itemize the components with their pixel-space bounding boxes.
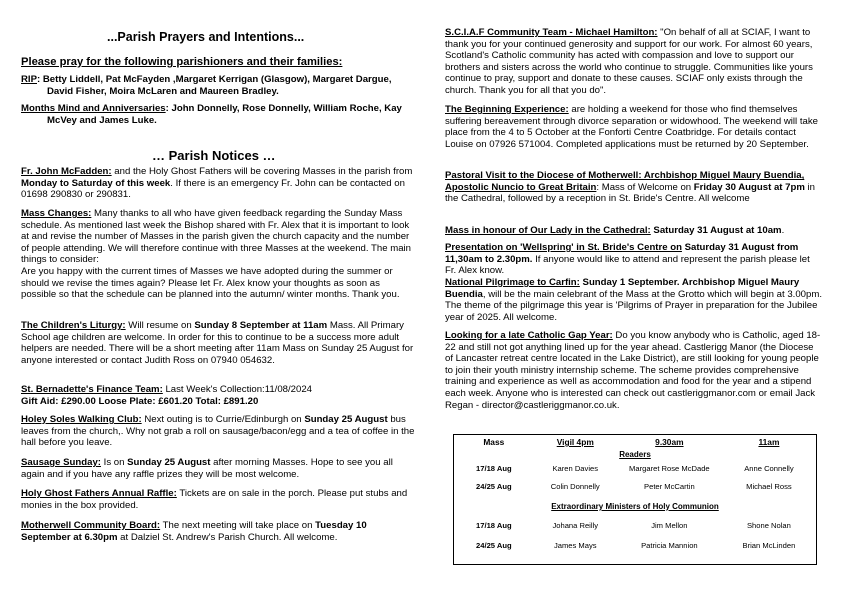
- readers-title: Readers: [619, 450, 651, 459]
- row-date: 24/25 Aug: [476, 482, 512, 491]
- notice-bold: Saturday 31 August at 10am: [650, 225, 782, 236]
- table-row: [454, 516, 816, 536]
- notice-text: Mass. All Primary School age children are welcome. In order for this to continue to be a success more adult helpers are needed. There will be a short meeting after 11am Mass on Sunday 25 August for anyone interested or contact Judith Ross on 07940 054632.: [21, 320, 414, 366]
- row-date: 24/25 Aug: [476, 541, 512, 550]
- schedule-table: [454, 435, 816, 556]
- notice-text: , will be the main celebrant of the Mass at the Grotto which will begin at 3.00pm. The theme of the pilgrimage this year is 'Pilgrims of Prayer in preparation for the Jubilee year of 2025. All welcome.: [445, 288, 823, 323]
- notice-mcfadden: [21, 166, 415, 201]
- ministry-schedule: [453, 434, 817, 565]
- header-mass: Mass: [483, 437, 505, 447]
- notice-title: St. Bernadette's Finance Team:: [21, 384, 163, 395]
- prayers-subheading: Please pray for the following parishioners and their families:: [21, 56, 343, 68]
- notice-text: "On behalf of all at SCIAF, I want to thank you for your continued generosity and support for our work. For almost 60 years, Scotland's Catholic community has acted with compassion and love to support our brothers and sisters across the world who continue to struggle. Communities like yours continue to pray, support and donate to these causes. SCIAF only exists through the church. Thank you for all that you do".: [445, 27, 813, 96]
- notices-heading: … Parish Notices …: [152, 148, 276, 163]
- notice-beginning-experience: [445, 104, 822, 150]
- notice-gap-year: [445, 330, 822, 411]
- notice-title: Holy Ghost Fathers Annual Raffle:: [21, 488, 177, 499]
- notice-title: The Beginning Experience:: [445, 104, 569, 115]
- notice-text: Is on: [100, 457, 128, 468]
- notice-text: at Dalziel St. Andrew's Parish Church. All welcome.: [117, 531, 338, 543]
- notice-bold: Sunday 1 September. Archbishop Miguel Maury Buendia: [445, 277, 800, 300]
- notice-finance: [21, 384, 415, 407]
- table-row: [454, 461, 816, 476]
- row-11am: Anne Connelly: [744, 463, 794, 473]
- notice-bold: Sunday 25 August: [127, 457, 211, 468]
- notice-text: : Mass of Welcome on: [596, 181, 694, 193]
- notice-text: and the Holy Ghost Fathers will be covering Masses in the parish from: [111, 166, 413, 177]
- notice-holey-soles: [21, 414, 415, 449]
- rip-names: : Betty Liddell, Pat McFayden ,Margaret Kerrigan (Glasgow), Margaret Dargue, David Fisher, Moira McLaren and Maureen Bradley.: [37, 74, 392, 97]
- notice-title: The Children's Liturgy:: [21, 320, 126, 331]
- row-930: Jim Mellon: [651, 521, 688, 530]
- row-930: Patricia Mannion: [641, 541, 698, 550]
- notice-pastoral-visit: [445, 170, 822, 205]
- notice-bold: Monday to Saturday of this week: [21, 177, 171, 189]
- notice-text: after morning Masses. Hope to see you all again and if you have any raffle prizes they will be most welcome.: [21, 457, 393, 480]
- notice-title: National Pilgrimage to Carfin:: [445, 277, 580, 288]
- notice-text: The next meeting will take place on: [160, 520, 316, 531]
- notice-text: are holding a weekend for those who find themselves suffering bereavement through divorce separation or widowhood. The weekend will take place from the 4 to 5 October at the Fonforti Centre Coatbridge. For details contact Louise on 07926 571004. Completed applications must be returned by 20 September.: [445, 104, 818, 150]
- months-mind-paragraph: [21, 103, 417, 126]
- prayers-heading: ...Parish Prayers and Intentions...: [107, 30, 305, 44]
- row-vigil: Johana Reilly: [552, 521, 599, 530]
- notice-text: Tickets are on sale in the porch. Please put stubs and monies in the box provided.: [21, 488, 408, 511]
- notice-community-board: [21, 520, 415, 543]
- notice-text: Are you happy with the current times of Masses we have adopted during the summer or should we revise the times again? Please let Fr. Alex know your thoughts as soon as possible so that the schedule can be planned into the autumn/ winter months. Thank you.: [21, 265, 400, 301]
- notice-text: Do you know anybody who is Catholic, aged 18-22 and still not got anything lined up for the year ahead. Castlerigg Manor (the Diocese of Lancaster retreat centre located in the Lake District), are still looking for young people to join their youth ministry internship scheme. The scheme provides comprehensive training and experience as well as accommodation and food for the year and a stipend each week. Anyone who is interested can check out castleriggmanor.com or email Jack Regan - director@castleriggmanor.co.uk.: [445, 330, 821, 411]
- months-mind-label: Months Mind and Anniversaries: [21, 103, 166, 114]
- notice-bold: Sunday 8 September at 11am: [194, 320, 328, 331]
- header-930: 9.30am: [655, 437, 684, 447]
- table-row: [454, 476, 816, 498]
- rip-paragraph: [21, 74, 417, 97]
- notice-text: in the Cathedral, followed by a reception in St. Bride's Centre. All welcome: [445, 181, 816, 205]
- row-vigil: James Mays: [553, 541, 597, 550]
- ministers-title: Extraordinary Ministers of Holy Communion: [551, 502, 719, 511]
- table-row: [454, 536, 816, 556]
- notice-text: . If there is an emergency Fr. John can be contacted on 01698 290830 or 290831.: [21, 177, 405, 201]
- row-930: Peter McCartin: [644, 482, 695, 491]
- row-date: 17/18 Aug: [476, 463, 512, 473]
- notice-title: Sausage Sunday:: [21, 457, 101, 468]
- notice-title: Motherwell Community Board:: [21, 520, 161, 531]
- notice-title: Mass Changes:: [21, 208, 92, 219]
- notice-childrens-liturgy: [21, 320, 415, 366]
- notice-title: Looking for a late Catholic Gap Year:: [445, 330, 613, 341]
- notice-text: Many thanks to all who have given feedback regarding the Sunday Mass schedule. As mentioned last week the Bishop shared with Fr. Alex that it is important to look at and revise the number of Masses in the parish given the church capacity and the number of people attending. We will therefore continue with three Masses at the weekend. The main things to consider:: [21, 208, 412, 266]
- schedule-header-row: [454, 435, 816, 449]
- notice-text: Last Week's Collection:11/08/2024: [162, 384, 313, 395]
- notice-sausage-sunday: [21, 457, 415, 480]
- notice-title: S.C.I.A.F Community Team - Michael Hamilton:: [445, 27, 658, 38]
- notice-bold: Sunday 25 August: [304, 414, 388, 425]
- row-11am: Michael Ross: [746, 482, 792, 491]
- notice-text: If anyone would like to attend and represent the parish please let Fr. Alex know.: [445, 253, 810, 277]
- notice-title: Presentation on 'Wellspring' in St. Bride's Centre on: [445, 242, 682, 253]
- notice-bold: Friday 30 August at 7pm: [693, 181, 805, 193]
- notice-wellspring: [445, 242, 822, 277]
- notice-mass-honour: [445, 225, 822, 237]
- row-11am: Brian McLinden: [742, 541, 796, 550]
- row-vigil: Colin Donnelly: [550, 482, 600, 491]
- notice-carfin-pilgrimage: [445, 277, 822, 323]
- notice-raffle: [21, 488, 415, 511]
- row-930: Margaret Rose McDade: [629, 463, 710, 473]
- row-vigil: Karen Davies: [552, 463, 599, 473]
- row-date: 17/18 Aug: [476, 521, 512, 530]
- row-11am: Shone Nolan: [746, 521, 791, 530]
- notice-text: Next outing is to Currie/Edinburgh on: [141, 414, 305, 425]
- notice-text: bus leaves from the church,. Why not grab a roll on sausage/bacon/egg and a tea of coffee in the hall before you leave.: [21, 414, 415, 449]
- notice-mass-changes: [21, 208, 415, 301]
- notice-title: Pastoral Visit to the Diocese of Motherwell: Archbishop Miguel Maury Buendia, Apostolic Nuncio to Great Britain: [445, 170, 805, 193]
- rip-label: RIP: [21, 74, 37, 85]
- notice-sciaf: [445, 27, 822, 97]
- notice-title: Fr. John McFadden:: [21, 166, 112, 177]
- notice-bold: Saturday 31 August from 11,30am to 2.30pm.: [445, 242, 799, 265]
- notice-bold: Tuesday 10 September at 6.30pm: [21, 520, 367, 543]
- collection-totals: Gift Aid: £290.00 Loose Plate: £601.20 Total: £891.20: [21, 395, 259, 407]
- notice-text: .: [781, 225, 785, 236]
- months-mind-names: : John Donnelly, Rose Donnelly, William Roche, Kay McVey and James Luke.: [47, 103, 402, 126]
- notice-text: Will resume on: [125, 320, 195, 331]
- header-vigil: Vigil 4pm: [556, 437, 594, 447]
- header-11am: 11am: [758, 437, 780, 447]
- notice-title: Mass in honour of Our Lady in the Cathedral:: [445, 225, 651, 236]
- notice-title: Holey Soles Walking Club:: [21, 414, 142, 425]
